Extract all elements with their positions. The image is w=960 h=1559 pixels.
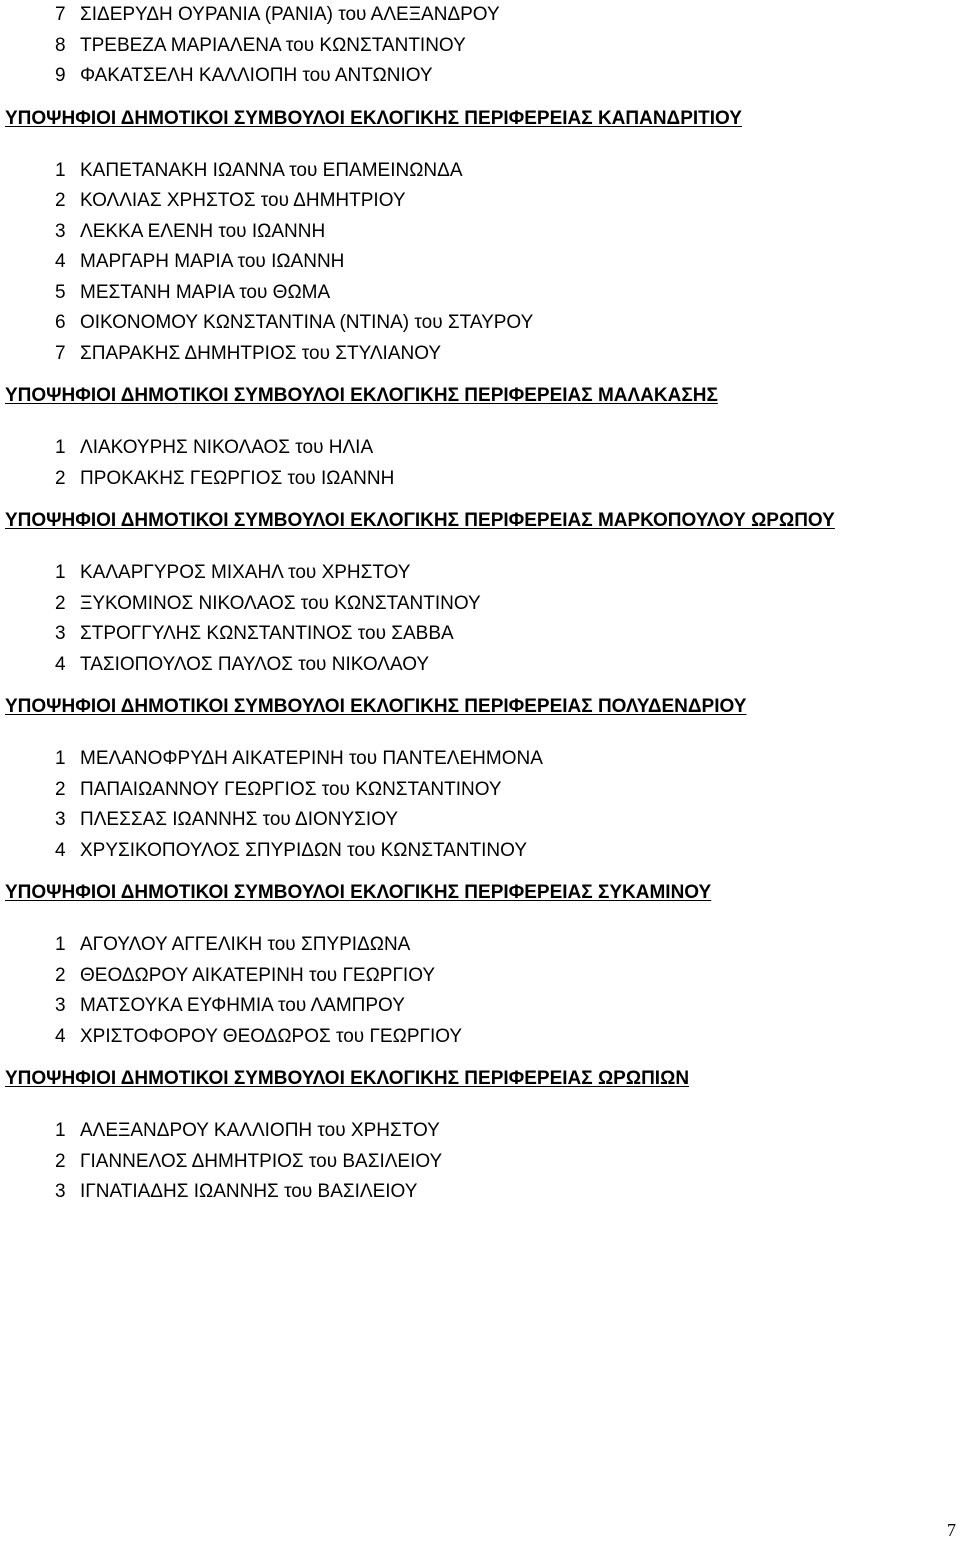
candidate-name: ΜΑΡΓΑΡΗ ΜΑΡΙΑ του ΙΩΑΝΝΗ — [80, 251, 345, 272]
candidate-row — [0, 247, 960, 278]
candidate-number: 3 — [55, 1181, 66, 1202]
candidate-row — [0, 433, 960, 464]
candidate-row — [0, 464, 960, 495]
candidate-name: ΑΓΟΥΛΟΥ ΑΓΓΕΛΙΚΗ του ΣΠΥΡΙΔΩΝΑ — [80, 934, 411, 955]
candidate-list — [0, 156, 960, 370]
candidate-number: 2 — [55, 964, 66, 986]
candidate-row — [0, 278, 960, 309]
district-section — [0, 1064, 960, 1208]
candidate-number: 3 — [55, 809, 66, 830]
candidate-number: 4 — [55, 653, 66, 675]
district-section — [0, 104, 960, 370]
candidate-name: ΑΛΕΞΑΝΔΡΟΥ ΚΑΛΛΙΟΠΗ του ΧΡΗΣΤΟΥ — [80, 1120, 440, 1141]
candidate-number: 4 — [55, 1025, 66, 1047]
continued-candidate-list — [0, 0, 960, 92]
district-section — [0, 692, 960, 866]
candidate-name: ΙΓΝΑΤΙΑΔΗΣ ΙΩΑΝΝΗΣ του ΒΑΣΙΛΕΙΟΥ — [80, 1181, 418, 1202]
candidate-name: ΜΕΛΑΝΟΦΡΥΔΗ ΑΙΚΑΤΕΡΙΝΗ του ΠΑΝΤΕΛΕΗΜΟΝΑ — [80, 748, 543, 769]
candidate-row — [0, 619, 960, 650]
candidate-row — [0, 961, 960, 992]
candidate-name: ΣΙΔΕΡΥΔΗ ΟΥΡΑΝΙΑ (ΡΑΝΙΑ) του ΑΛΕΞΑΝΔΡΟΥ — [80, 4, 500, 25]
candidate-number: 2 — [55, 778, 66, 800]
section-heading: ΥΠΟΨΗΦΙΟΙ ΔΗΜΟΤΙΚΟΙ ΣΥΜΒΟΥΛΟΙ ΕΚΛΟΓΙΚΗΣ ΠΕΡΙΦΕΡΕΙΑΣ ΩΡΩΠΙΩΝ — [5, 1068, 690, 1089]
candidate-row — [0, 558, 960, 589]
candidate-list — [0, 930, 960, 1052]
candidate-row — [0, 775, 960, 806]
section-heading: ΥΠΟΨΗΦΙΟΙ ΔΗΜΟΤΙΚΟΙ ΣΥΜΒΟΥΛΟΙ ΕΚΛΟΓΙΚΗΣ ΠΕΡΙΦΕΡΕΙΑΣ ΜΑΡΚΟΠΟΥΛΟΥ ΩΡΩΠΟΥ — [5, 510, 835, 531]
candidate-row — [0, 836, 960, 867]
candidate-name: ΓΙΑΝΝΕΛΟΣ ΔΗΜΗΤΡΙΟΣ του ΒΑΣΙΛΕΙΟΥ — [80, 1150, 443, 1172]
candidate-row — [0, 61, 960, 92]
candidate-number: 2 — [55, 190, 66, 211]
candidate-row — [0, 1116, 960, 1147]
candidate-row — [0, 1147, 960, 1178]
candidate-number: 2 — [55, 592, 66, 614]
candidate-name: ΚΟΛΛΙΑΣ ΧΡΗΣΤΟΣ του ΔΗΜΗΤΡΙΟΥ — [80, 190, 406, 211]
candidate-number: 1 — [55, 1120, 66, 1141]
candidate-name: ΘΕΟΔΩΡΟΥ ΑΙΚΑΤΕΡΙΝΗ του ΓΕΩΡΓΙΟΥ — [80, 964, 436, 986]
sections-container — [0, 104, 960, 1208]
candidate-row — [0, 156, 960, 187]
candidate-row — [0, 31, 960, 62]
district-section — [0, 506, 960, 680]
section-heading: ΥΠΟΨΗΦΙΟΙ ΔΗΜΟΤΙΚΟΙ ΣΥΜΒΟΥΛΟΙ ΕΚΛΟΓΙΚΗΣ ΠΕΡΙΦΕΡΕΙΑΣ ΣΥΚΑΜΙΝΟΥ — [5, 882, 712, 903]
candidate-number: 4 — [55, 251, 66, 272]
candidate-number: 3 — [55, 220, 66, 242]
candidate-number: 2 — [55, 467, 66, 489]
candidate-row — [0, 991, 960, 1022]
candidate-name: ΦΑΚΑΤΣΕΛΗ ΚΑΛΛΙΟΠΗ του ΑΝΤΩΝΙΟΥ — [80, 65, 433, 86]
candidate-row — [0, 1177, 960, 1208]
candidate-name: ΛΙΑΚΟΥΡΗΣ ΝΙΚΟΛΑΟΣ του ΗΛΙΑ — [80, 437, 374, 458]
candidate-name: ΚΑΛΑΡΓΥΡΟΣ ΜΙΧΑΗΛ του ΧΡΗΣΤΟΥ — [80, 562, 411, 583]
page-number: 7 — [947, 1520, 956, 1540]
candidate-number: 1 — [55, 437, 66, 458]
candidate-row — [0, 186, 960, 217]
section-heading: ΥΠΟΨΗΦΙΟΙ ΔΗΜΟΤΙΚΟΙ ΣΥΜΒΟΥΛΟΙ ΕΚΛΟΓΙΚΗΣ ΠΕΡΙΦΕΡΕΙΑΣ ΜΑΛΑΚΑΣΗΣ — [5, 385, 718, 406]
candidate-name: ΟΙΚΟΝΟΜΟΥ ΚΩΝΣΤΑΝΤΙΝΑ (ΝΤΙΝΑ) του ΣΤΑΥΡΟΥ — [80, 312, 534, 333]
candidate-number: 5 — [55, 281, 66, 303]
candidate-number: 4 — [55, 839, 66, 861]
candidate-row — [0, 744, 960, 775]
candidate-row — [0, 217, 960, 248]
candidate-name: ΤΡΕΒΕΖΑ ΜΑΡΙΑΛΕΝΑ του ΚΩΝΣΤΑΝΤΙΝΟΥ — [80, 34, 466, 56]
candidate-number: 7 — [55, 4, 66, 25]
district-section — [0, 381, 960, 494]
candidate-row — [0, 308, 960, 339]
candidate-name: ΣΠΑΡΑΚΗΣ ΔΗΜΗΤΡΙΟΣ του ΣΤΥΛΙΑΝΟΥ — [80, 342, 442, 364]
candidate-number: 3 — [55, 995, 66, 1016]
candidate-row — [0, 805, 960, 836]
candidate-name: ΜΑΤΣΟΥΚΑ ΕΥΦΗΜΙΑ του ΛΑΜΠΡΟΥ — [80, 995, 405, 1016]
candidate-number: 1 — [55, 934, 66, 955]
candidate-name: ΞΥΚΟΜΙΝΟΣ ΝΙΚΟΛΑΟΣ του ΚΩΝΣΤΑΝΤΙΝΟΥ — [80, 592, 481, 614]
candidate-name: ΣΤΡΟΓΓΥΛΗΣ ΚΩΝΣΤΑΝΤΙΝΟΣ του ΣΑΒΒΑ — [80, 623, 454, 644]
candidate-number: 3 — [55, 623, 66, 644]
candidate-name: ΠΑΠΑΙΩΑΝΝΟΥ ΓΕΩΡΓΙΟΣ του ΚΩΝΣΤΑΝΤΙΝΟΥ — [80, 778, 502, 800]
candidate-number: 6 — [55, 312, 66, 333]
candidate-row — [0, 930, 960, 961]
candidate-name: ΛΕΚΚΑ ΕΛΕΝΗ του ΙΩΑΝΝΗ — [80, 220, 326, 242]
candidate-name: ΧΡΙΣΤΟΦΟΡΟΥ ΘΕΟΔΩΡΟΣ του ΓΕΩΡΓΙΟΥ — [80, 1025, 463, 1047]
candidate-number: 1 — [55, 562, 66, 583]
candidate-number: 2 — [55, 1150, 66, 1172]
district-section — [0, 878, 960, 1052]
candidate-list — [0, 744, 960, 866]
candidate-number: 8 — [55, 34, 66, 56]
section-heading: ΥΠΟΨΗΦΙΟΙ ΔΗΜΟΤΙΚΟΙ ΣΥΜΒΟΥΛΟΙ ΕΚΛΟΓΙΚΗΣ ΠΕΡΙΦΕΡΕΙΑΣ ΠΟΛΥΔΕΝΔΡΙΟΥ — [5, 696, 747, 717]
candidate-list — [0, 433, 960, 494]
candidate-row — [0, 0, 960, 31]
candidate-row — [0, 1022, 960, 1053]
candidate-name: ΚΑΠΕΤΑΝΑΚΗ ΙΩΑΝΝΑ του ΕΠΑΜΕΙΝΩΝΔΑ — [80, 159, 463, 181]
candidate-row — [0, 650, 960, 681]
candidate-name: ΤΑΣΙΟΠΟΥΛΟΣ ΠΑΥΛΟΣ του ΝΙΚΟΛΑΟΥ — [80, 653, 430, 675]
candidate-list — [0, 1116, 960, 1208]
candidate-row — [0, 339, 960, 370]
section-heading: ΥΠΟΨΗΦΙΟΙ ΔΗΜΟΤΙΚΟΙ ΣΥΜΒΟΥΛΟΙ ΕΚΛΟΓΙΚΗΣ ΠΕΡΙΦΕΡΕΙΑΣ ΚΑΠΑΝΔΡΙΤΙΟΥ — [5, 107, 742, 129]
candidate-name: ΜΕΣΤΑΝΗ ΜΑΡΙΑ του ΘΩΜΑ — [80, 281, 331, 303]
candidate-row — [0, 589, 960, 620]
candidate-list — [0, 558, 960, 680]
candidate-name: ΠΡΟΚΑΚΗΣ ΓΕΩΡΓΙΟΣ του ΙΩΑΝΝΗ — [80, 467, 395, 489]
candidate-number: 7 — [55, 342, 66, 364]
candidate-name: ΧΡΥΣΙΚΟΠΟΥΛΟΣ ΣΠΥΡΙΔΩΝ του ΚΩΝΣΤΑΝΤΙΝΟΥ — [80, 839, 527, 861]
candidate-number: 1 — [55, 748, 66, 769]
candidate-name: ΠΛΕΣΣΑΣ ΙΩΑΝΝΗΣ του ΔΙΟΝΥΣΙΟΥ — [80, 809, 399, 830]
candidate-number: 1 — [55, 159, 66, 181]
candidate-number: 9 — [55, 65, 66, 86]
